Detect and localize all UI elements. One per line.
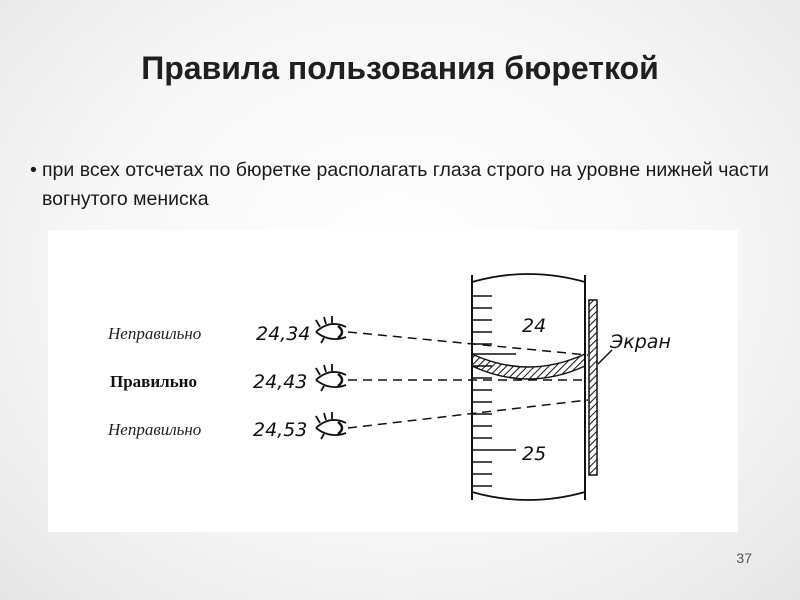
sight-line-high	[348, 332, 588, 355]
eye-icon	[316, 364, 346, 391]
graduation-scale	[472, 296, 516, 486]
bullet-text: при всех отсчетах по бюретке располагать глаза строго на уровне нижней части вогнутого мениска	[42, 159, 769, 210]
burette-reading-figure	[48, 230, 738, 532]
burette-diagram	[48, 230, 738, 532]
screen-label: Экран	[610, 331, 671, 353]
scale-mark-25: 25	[522, 443, 547, 465]
reading-high: 24,34	[256, 323, 311, 345]
row-label-level: Правильно	[110, 372, 197, 391]
eye-icon	[316, 316, 346, 343]
reading-level: 24,43	[253, 371, 308, 393]
bullet-point	[30, 156, 770, 214]
bullet-marker: •	[30, 159, 37, 181]
scale-mark-24: 24	[522, 315, 547, 337]
slide-title: Правила пользования бюреткой	[141, 50, 659, 86]
sight-lines	[348, 332, 588, 428]
screen-plate	[589, 300, 597, 475]
reading-low: 24,53	[253, 419, 308, 441]
row-label-low: Неправильно	[108, 420, 202, 439]
row-label-high: Неправильно	[108, 324, 202, 343]
eye-icon	[316, 412, 346, 439]
sight-line-low	[348, 400, 588, 428]
slide-number: 37	[736, 550, 752, 566]
meniscus	[472, 354, 585, 379]
